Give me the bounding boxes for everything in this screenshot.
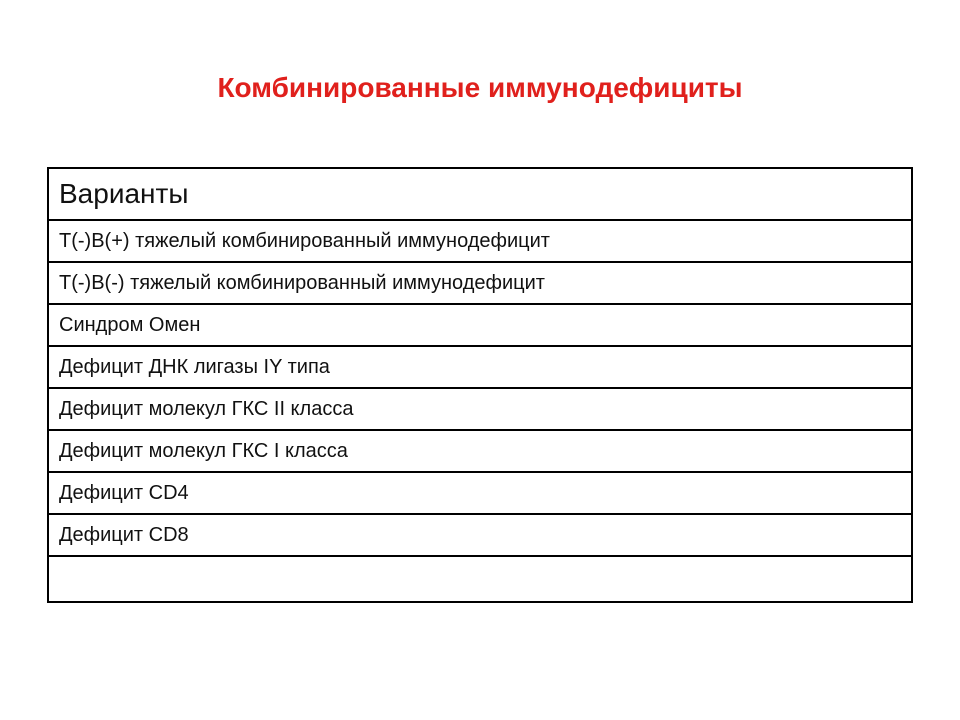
slide-title: Комбинированные иммунодефициты [217,72,743,103]
table-cell: Дефицит CD4 [48,472,912,514]
table-row [48,388,912,430]
table-header-row [48,168,912,220]
table-row [48,262,912,304]
variants-table [47,167,913,603]
table-row [48,304,912,346]
table-cell: Дефицит молекул ГКС II класса [48,388,912,430]
table-row-empty [48,556,912,602]
table-cell: Дефицит молекул ГКС I класса [48,430,912,472]
table-row [48,430,912,472]
table-row [48,472,912,514]
table-cell: Синдром Омен [48,304,912,346]
table-cell: T(-)B(-) тяжелый комбинированный иммунодефицит [48,262,912,304]
table-cell: T(-)B(+) тяжелый комбинированный иммунодефицит [48,220,912,262]
table-cell: Дефицит ДНК лигазы IY типа [48,346,912,388]
table-cell: Дефицит CD8 [48,514,912,556]
table-header-cell: Варианты [48,168,912,220]
table-row [48,346,912,388]
table-row [48,220,912,262]
table-cell-empty [48,556,912,602]
table-row [48,514,912,556]
